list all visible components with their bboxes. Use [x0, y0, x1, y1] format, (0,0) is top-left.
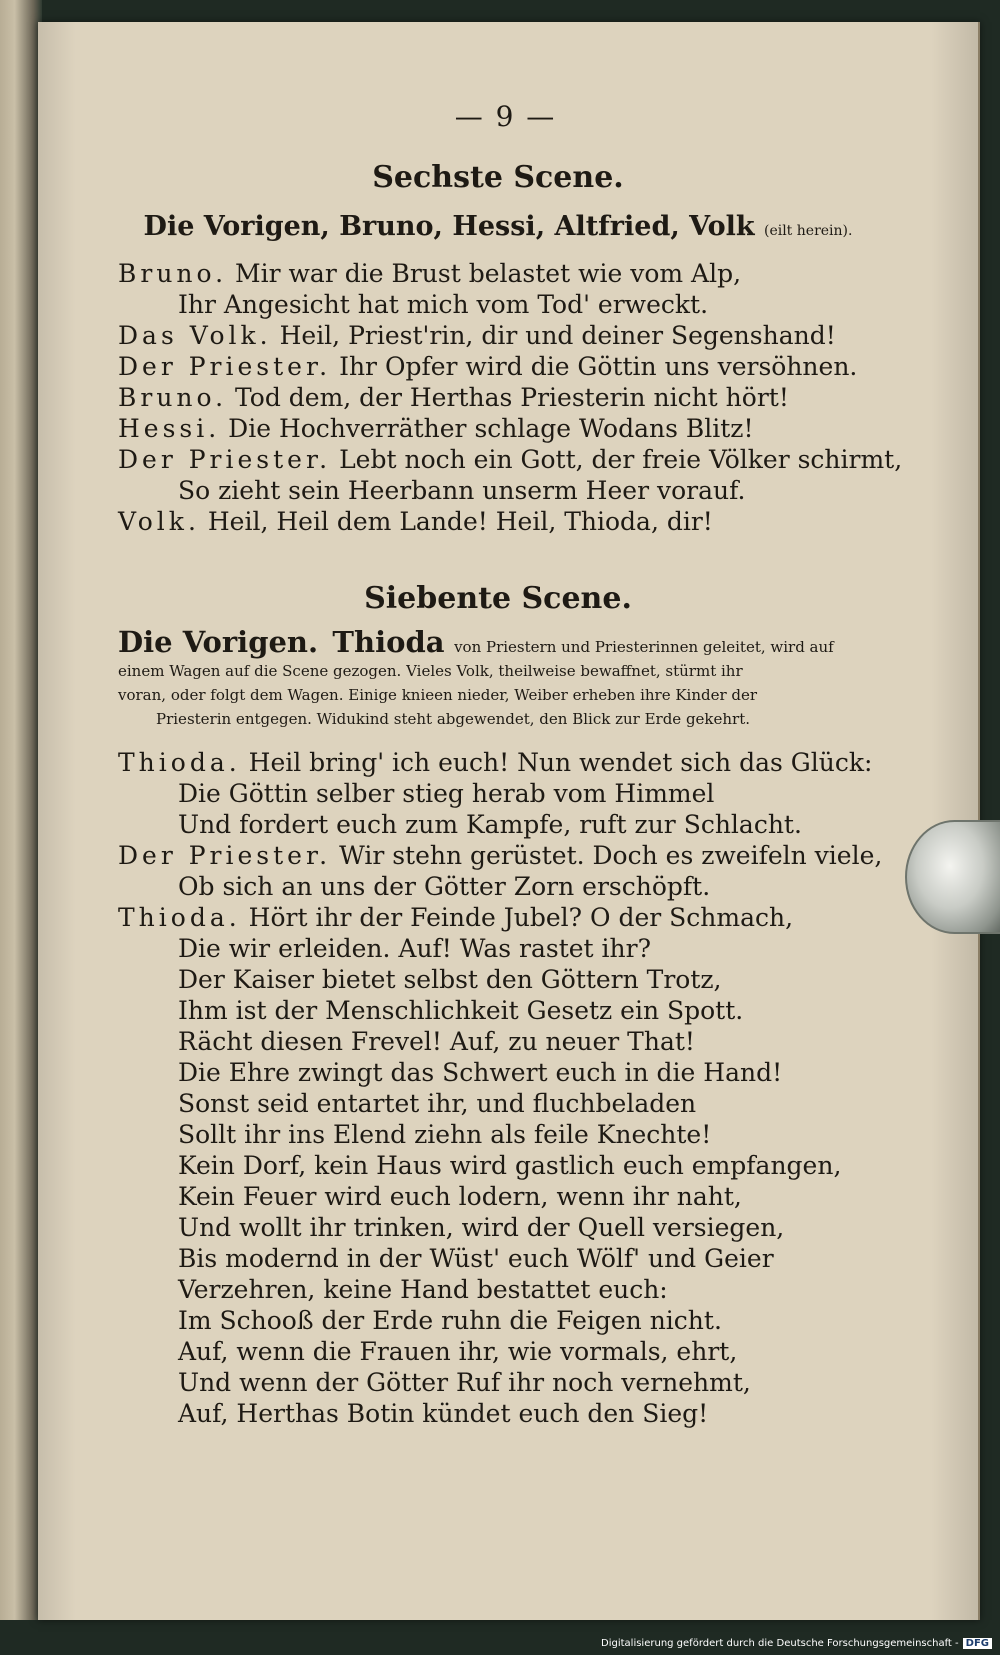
cast-note: (eilt herein). [763, 223, 853, 239]
speaker-name: Thioda. [118, 748, 241, 777]
verse-text: Die Ehre zwingt das Schwert euch in die Hand! [178, 1058, 783, 1087]
stage-line [118, 625, 878, 659]
verse-line [118, 809, 878, 840]
scene-6-dialogue [118, 258, 903, 537]
speaker-name: Hessi. [118, 414, 221, 443]
verse-text: Auf, wenn die Frauen ihr, wie vormals, ehrt, [178, 1337, 738, 1366]
speaker-name: Bruno. [118, 383, 228, 412]
verse-text: Wir stehn gerüstet. Doch es zweifeln viele, [339, 841, 883, 870]
verse-line [118, 840, 883, 871]
verse-text: Und fordert euch zum Kampfe, ruft zur Schlacht. [178, 810, 802, 839]
verse-text: Rächt diesen Frevel! Auf, zu neuer That! [178, 1027, 695, 1056]
verse-text: Heil, Priest'rin, dir und deiner Segenshand! [279, 321, 836, 350]
speaker-name: Das Volk. [118, 321, 272, 350]
verse-line [118, 747, 878, 778]
stage-direction [118, 625, 878, 731]
verse-line [118, 320, 878, 351]
verse-text: Kein Feuer wird euch lodern, wenn ihr naht, [178, 1182, 742, 1211]
verse-text: Die wir erleiden. Auf! Was rastet ihr? [178, 934, 651, 963]
verse-line [118, 1088, 878, 1119]
scene-7-dialogue [118, 747, 883, 1429]
dfg-logo: DFG [963, 1638, 992, 1649]
verse-text: Hört ihr der Feinde Jubel? O der Schmach, [248, 903, 794, 932]
verse-line [118, 506, 878, 537]
verse-line [118, 871, 878, 902]
verse-text: So zieht sein Heerbann unserm Heer vorauf. [178, 476, 746, 505]
digitization-credit [601, 1638, 992, 1649]
page-content [118, 100, 903, 1429]
verse-line [118, 1057, 878, 1088]
verse-line [118, 413, 878, 444]
verse-line [118, 258, 878, 289]
verse-line [118, 289, 878, 320]
verse-text: Mir war die Brust belastet wie vom Alp, [235, 259, 742, 288]
verse-text: Der Kaiser bietet selbst den Göttern Trotz, [178, 965, 722, 994]
verse-line [118, 1305, 878, 1336]
verse-text: Im Schooß der Erde ruhn die Feigen nicht. [178, 1306, 722, 1335]
verse-line [118, 1212, 878, 1243]
verse-line [118, 902, 878, 933]
verse-text: Sollt ihr ins Elend ziehn als feile Knechte! [178, 1120, 712, 1149]
speaker-name: Thioda. [118, 903, 241, 932]
verse-text: Heil bring' ich euch! Nun wendet sich das Glück: [248, 748, 873, 777]
verse-text: Sonst seid entartet ihr, und fluchbeladen [178, 1089, 697, 1118]
verse-text: Ihm ist der Menschlichkeit Gesetz ein Spott. [178, 996, 744, 1025]
verse-line [118, 1398, 878, 1429]
stage-line: voran, oder folgt dem Wagen. Einige knieen nieder, Weiber erheben ihre Kinder der [118, 686, 758, 704]
verse-text: Ihr Angesicht hat mich vom Tod' erweckt. [178, 290, 709, 319]
scene-title-7: Siebente Scene. [364, 581, 632, 616]
scene-6-cast [118, 211, 878, 242]
speaker-name: Der Priester. [118, 352, 332, 381]
cast-names: Die Vorigen, Bruno, Hessi, Altfried, Volk [143, 211, 755, 242]
credit-text: Digitalisierung gefördert durch die Deutsche Forschungsgemeinschaft - [601, 1638, 959, 1649]
verse-text: Ob sich an uns der Götter Zorn erschöpft. [178, 872, 711, 901]
verse-line [118, 1336, 878, 1367]
verse-text: Bis modernd in der Wüst' euch Wölf' und Geier [178, 1244, 774, 1273]
verse-text: Die Hochverräther schlage Wodans Blitz! [228, 414, 754, 443]
verse-line [118, 1367, 878, 1398]
verse-line [118, 933, 878, 964]
verse-line [118, 1150, 878, 1181]
cast-names: Die Vorigen. [118, 625, 319, 659]
verse-line [118, 444, 903, 475]
speaker-name: Bruno. [118, 259, 228, 288]
page-number: — 9 — [454, 100, 557, 133]
verse-line [118, 382, 878, 413]
verse-line [118, 1026, 878, 1057]
verse-line [118, 351, 878, 382]
speaker-name: Volk. [118, 507, 200, 536]
verse-line [118, 475, 878, 506]
page-clip [905, 820, 1000, 934]
verse-text: Und wenn der Götter Ruf ihr noch vernehmt, [178, 1368, 751, 1397]
verse-line [118, 1119, 878, 1150]
verse-line [118, 1181, 878, 1212]
speaker-name: Der Priester. [118, 841, 332, 870]
verse-text: Ihr Opfer wird die Göttin uns versöhnen. [339, 352, 858, 381]
stage-text: von Priestern und Priesterinnen geleitet, wird auf [454, 638, 834, 656]
verse-text: Und wollt ihr trinken, wird der Quell versiegen, [178, 1213, 785, 1242]
verse-text: Heil, Heil dem Lande! Heil, Thioda, dir! [207, 507, 713, 536]
verse-text: Verzehren, keine Hand bestattet euch: [178, 1275, 668, 1304]
speaker-name: Der Priester. [118, 445, 332, 474]
cast-names: Thioda [332, 625, 445, 659]
verse-line [118, 964, 878, 995]
stage-line: Priesterin entgegen. Widukind steht abgewendet, den Blick zur Erde gekehrt. [156, 710, 751, 728]
verse-text: Lebt noch ein Gott, der freie Völker schirmt, [339, 445, 903, 474]
verse-text: Tod dem, der Herthas Priesterin nicht hört! [235, 383, 789, 412]
scene-title-6: Sechste Scene. [372, 160, 624, 195]
stage-line: einem Wagen auf die Scene gezogen. Vieles Volk, theilweise bewaffnet, stürmt ihr [118, 662, 743, 680]
verse-text: Auf, Herthas Botin kündet euch den Sieg! [178, 1399, 709, 1428]
verse-line [118, 1274, 878, 1305]
verse-line [118, 778, 878, 809]
verse-text: Kein Dorf, kein Haus wird gastlich euch empfangen, [178, 1151, 842, 1180]
facing-page-edge [0, 0, 42, 1620]
scene-separator [118, 537, 878, 581]
verse-text: Die Göttin selber stieg herab vom Himmel [178, 779, 715, 808]
verse-line [118, 995, 878, 1026]
verse-line [118, 1243, 878, 1274]
